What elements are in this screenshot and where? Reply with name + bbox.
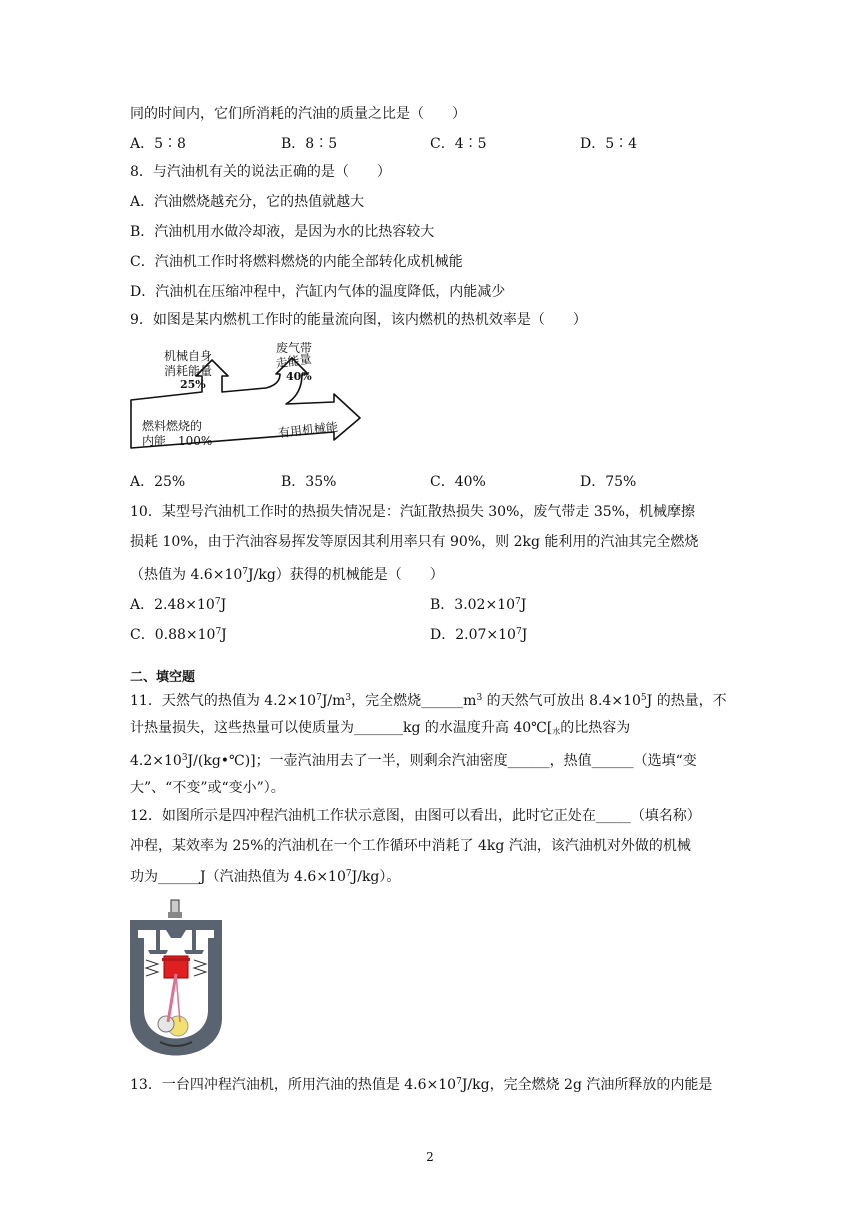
q11-l3-a: 4.2×10 <box>130 753 182 769</box>
q11-l3-sup: 3 <box>181 753 188 763</box>
q11-l1-sup2: 3 <box>345 693 352 703</box>
q12-l3-sup: 7 <box>345 869 352 879</box>
fuel-label-1: 燃料燃烧的 <box>142 419 203 433</box>
q13-line-1 <box>130 1072 712 1095</box>
q11-l1-b: J/m <box>321 693 346 709</box>
q10-option-b-text: B．3.02×10 <box>430 597 516 613</box>
q8-option-c: C．汽油机工作时将燃料燃烧的内能全部转化成机械能 <box>130 254 463 270</box>
q10-option-a-sup: 7 <box>214 597 221 607</box>
q11-l1-e: J 的热量，不 <box>646 693 727 709</box>
q12-line-1: 12．如图所示是四冲程汽油机工作状示意图，由图可以看出，此时它正处在_____（填名称） <box>130 808 701 824</box>
exhaust-label-2: 走能量 <box>274 351 313 371</box>
q8-option-b: B．汽油机用水做冷却液，是因为水的比热容较大 <box>130 224 435 240</box>
q11-line-3 <box>130 748 697 771</box>
q7-option-d: D．5∶4 <box>580 136 638 152</box>
q10-option-b-unit: J <box>520 597 527 613</box>
q11-l1-sup3: 3 <box>476 693 483 703</box>
q9-option-a: A．25% <box>130 474 186 490</box>
q13-l1-a: 13．一台四冲程汽油机，所用汽油的热值是 4.6×10 <box>130 1077 457 1093</box>
q11-l2-sub: 水 <box>552 727 561 736</box>
q10-line-3-b: J/kg）获得的机械能是（ ） <box>248 567 444 583</box>
q11-l3-b: J/(kg•℃)]；一壶汽油用去了一半，则剩余汽油密度______，热值______（选填“变 <box>187 753 697 769</box>
q7-option-c: C．4∶5 <box>430 136 487 152</box>
q10-line-2: 损耗 10%，由于汽油容易挥发等原因其利用率只有 90%，则 2kg 能利用的汽油其完全燃烧 <box>130 534 699 550</box>
q10-option-c <box>130 622 227 645</box>
energy-flow-diagram <box>128 336 368 464</box>
q10-option-a-text: A．2.48×10 <box>130 597 215 613</box>
q11-l1-c: ，完全燃烧______m <box>351 693 477 709</box>
q10-option-d-text: D．2.07×10 <box>430 627 516 643</box>
q12-line-2: 冲程，某效率为 25%的汽油机在一个工作循环中消耗了 4kg 汽油，该汽油机对外做的机械 <box>130 838 691 854</box>
q10-option-a <box>130 592 226 615</box>
q8-option-a: A．汽油燃烧越充分，它的热值就越大 <box>130 194 365 210</box>
q10-option-a-unit: J <box>220 597 227 613</box>
q11-l1-a: 11．天然气的热值为 4.2×10 <box>130 693 317 709</box>
page-number: 2 <box>426 1150 434 1164</box>
q9-option-b: B．35% <box>281 474 337 490</box>
q10-line-3 <box>130 562 444 585</box>
q8-option-d: D．汽油机在压缩冲程中，汽缸内气体的温度降低，内能减少 <box>130 284 506 300</box>
q10-option-b-sup: 7 <box>515 597 521 607</box>
q10-option-d-unit: J <box>521 627 528 643</box>
q12-line-3 <box>130 864 400 887</box>
q8-stem: 8．与汽油机有关的说法正确的是（ ） <box>130 164 391 180</box>
exhaust-pct: 40% <box>286 370 312 383</box>
q10-line-3-a: （热值为 4.6×10 <box>130 567 243 583</box>
q11-line-4: 大”、“不变”或“变小”）。 <box>130 780 285 796</box>
q7-stem-tail: 同的时间内，它们所消耗的汽油的质量之比是（ ） <box>130 106 466 122</box>
q11-l2-b: 的比热容为 <box>560 720 631 736</box>
q7-option-a: A．5∶8 <box>130 136 186 152</box>
mech-loss-pct: 25% <box>180 378 206 391</box>
q10-option-c-unit: J <box>221 627 227 643</box>
engine-diagram <box>126 898 226 1060</box>
q10-line-1: 10．某型号汽油机工作时的热损失情况是：汽缸散热损失 30%，废气带走 35%，机械摩擦 <box>130 504 695 520</box>
q9-option-d: D．75% <box>580 474 637 490</box>
mech-loss-label-1: 机械自身 <box>164 349 213 363</box>
q13-l1-b: J/kg，完全燃烧 2g 汽油所释放的内能是 <box>461 1077 713 1093</box>
connecting-rod <box>168 974 176 1022</box>
cylinder-head <box>130 920 222 938</box>
q12-l3-a: 功为______J（汽油热值为 4.6×10 <box>130 869 346 885</box>
q11-l1-sup1: 7 <box>316 693 322 703</box>
q10-option-b <box>430 592 526 615</box>
q7-option-b: B．8∶5 <box>281 136 338 152</box>
q9-stem: 9．如图是某内燃机工作时的能量流向图，该内燃机的热机效率是（ ） <box>130 312 587 328</box>
useful-energy-label: 有用机械能 <box>277 419 339 441</box>
q11-l1-sup4: 5 <box>640 693 647 703</box>
q11-l1-d: 的天然气可放出 8.4×10 <box>482 693 641 709</box>
q10-line-3-sup: 7 <box>242 567 248 577</box>
q10-option-d <box>430 622 527 645</box>
fuel-label-2: 内能 100% <box>142 434 213 448</box>
q12-l3-b: J/kg）。 <box>351 869 401 885</box>
q11-line-1 <box>130 688 727 711</box>
q9-option-c: C．40% <box>430 474 486 490</box>
q10-option-c-text: C．0.88×10 <box>130 627 216 643</box>
section-heading: 二、填空题 <box>130 670 196 685</box>
mech-loss-label-2: 消耗能量 <box>164 364 213 378</box>
q10-option-c-sup: 7 <box>215 627 222 637</box>
q13-l1-sup: 7 <box>456 1077 462 1087</box>
q11-line-2 <box>130 718 630 742</box>
exhaust-label-1: 废气带 <box>276 341 313 355</box>
q11-l2-a: 计热量损失，这些热量可以使质量为_______kg 的水温度升高 40℃[ <box>130 720 553 736</box>
q10-option-d-sup: 7 <box>515 627 522 637</box>
